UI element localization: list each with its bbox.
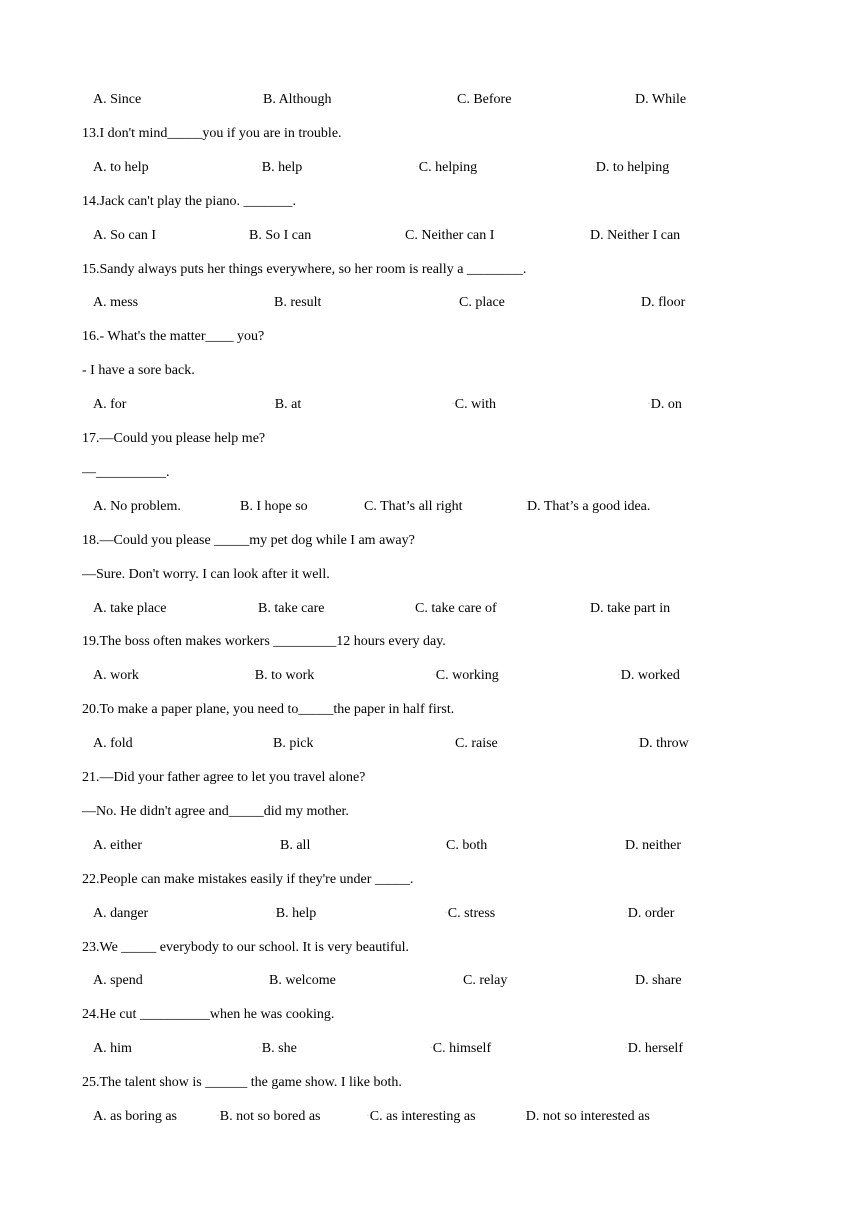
question-text: 14.Jack can't play the piano. _______.	[82, 193, 297, 209]
option-a	[93, 158, 149, 178]
option-text: B. So I can	[249, 227, 312, 243]
option-text: C. Before	[457, 92, 512, 107]
dot-icon: ▫	[523, 1114, 525, 1119]
question-line	[0, 768, 860, 788]
option-d	[635, 90, 686, 110]
question-line	[0, 1005, 860, 1025]
option-text: A. danger	[93, 905, 149, 921]
option-text: D. worked	[620, 668, 680, 684]
option-text: B. result	[274, 295, 322, 311]
question-text: 15.Sandy always puts her things everywhere, so her room is really a ________.	[82, 261, 527, 277]
option-text: B. help	[275, 905, 317, 921]
dot-icon: ▫	[272, 402, 274, 408]
option-c	[364, 497, 463, 517]
option-text: B. welcome	[269, 973, 336, 989]
dot-icon: ▫	[217, 1114, 219, 1119]
option-d	[639, 734, 689, 754]
option-c	[455, 734, 498, 754]
options-row	[0, 1107, 860, 1127]
option-text: C. stress	[447, 905, 496, 921]
option-a	[93, 734, 133, 754]
option-text: A. work	[93, 668, 139, 684]
option-c	[416, 158, 477, 178]
option-c	[445, 904, 495, 924]
option-b	[259, 1039, 297, 1059]
option-b	[263, 90, 331, 110]
question-text: 16.- What's the matter____ you?	[82, 329, 265, 345]
option-c	[405, 226, 494, 246]
question-line	[0, 802, 860, 822]
option-d	[625, 904, 674, 924]
option-text: C. as interesting as	[369, 1109, 476, 1125]
option-text: D. Neither I can	[590, 227, 681, 243]
option-text: D. floor	[641, 295, 686, 311]
option-b	[272, 395, 301, 415]
option-c	[452, 395, 496, 415]
option-text: A. spend	[93, 973, 143, 989]
option-text: A. either	[93, 837, 142, 853]
option-text: A. So can I	[93, 227, 156, 243]
option-a	[93, 904, 148, 924]
question-line	[0, 531, 860, 551]
option-b	[258, 599, 324, 619]
options-row	[0, 836, 860, 856]
option-b	[274, 293, 321, 313]
option-d	[625, 1039, 683, 1059]
question-text: 24.He cut __________when he was cooking.	[82, 1007, 335, 1023]
option-text: C. working	[435, 668, 499, 684]
option-d	[590, 226, 680, 246]
option-a	[93, 293, 138, 313]
options-row	[0, 599, 860, 619]
option-text: B. all	[280, 837, 311, 853]
option-c	[415, 599, 497, 619]
option-d	[618, 666, 680, 686]
option-text: D. neither	[625, 837, 681, 853]
option-text: C. Neither can I	[405, 227, 495, 243]
option-d	[523, 1107, 650, 1127]
option-a	[93, 836, 142, 856]
question-line	[0, 700, 860, 720]
option-c	[446, 836, 487, 856]
option-text: A. take place	[93, 600, 167, 616]
question-text: 17.—Could you please help me?	[82, 431, 266, 446]
option-text: D. herself	[627, 1041, 683, 1057]
option-d	[625, 836, 681, 856]
question-text: 13.I don't mind_____you if you are in trouble.	[82, 125, 342, 141]
option-text: A. him	[93, 1041, 132, 1057]
option-c	[367, 1107, 476, 1127]
option-text: C. take care of	[415, 600, 497, 616]
option-b	[273, 904, 316, 924]
option-text: A. fold	[93, 736, 133, 752]
option-a	[93, 226, 156, 246]
option-text: B. not so bored as	[219, 1109, 321, 1125]
dot-icon: ▫	[625, 910, 627, 916]
option-text: B. Although	[263, 92, 332, 107]
question-text: —__________.	[82, 464, 170, 480]
option-a	[93, 90, 141, 110]
option-d	[593, 158, 669, 178]
option-c	[433, 666, 499, 686]
dot-icon: ▫	[416, 164, 418, 170]
question-line	[0, 870, 860, 890]
question-text: 18.—Could you please _____my pet dog while I am away?	[82, 532, 415, 548]
dot-icon: ▫	[452, 402, 454, 408]
question-text: 23.We _____ everybody to our school. It is very beautiful.	[82, 939, 410, 955]
option-b	[240, 497, 308, 517]
option-b	[280, 836, 310, 856]
option-text: D. throw	[639, 736, 689, 752]
option-text: C. himself	[432, 1041, 492, 1057]
options-row	[0, 293, 860, 313]
option-text: C. place	[459, 295, 505, 311]
option-text: D. take part in	[590, 600, 671, 616]
question-line	[0, 565, 860, 585]
option-text: C. both	[446, 837, 488, 853]
option-text: B. pick	[273, 736, 314, 752]
dot-icon: ▫	[625, 1046, 627, 1052]
option-text: A. Since	[93, 92, 142, 107]
dot-icon: ▫	[648, 402, 650, 408]
option-d	[648, 395, 682, 415]
options-row	[0, 90, 860, 110]
option-text: C. raise	[455, 736, 498, 752]
options-row	[0, 395, 860, 415]
option-text: B. help	[261, 160, 303, 176]
option-text: C. relay	[463, 973, 508, 989]
question-text: 22.People can make mistakes easily if they're under _____.	[82, 871, 414, 887]
option-a	[93, 599, 166, 619]
option-a	[93, 1039, 132, 1059]
option-c	[457, 90, 511, 110]
dot-icon: ▫	[618, 673, 620, 679]
option-text: D. to helping	[595, 160, 670, 176]
option-b	[273, 734, 313, 754]
question-text: —No. He didn't agree and_____did my mother.	[82, 803, 349, 819]
option-text: D. on	[650, 397, 682, 413]
dot-icon: ▫	[259, 1046, 261, 1052]
question-line	[0, 361, 860, 381]
options-row	[0, 158, 860, 178]
question-line	[0, 632, 860, 652]
option-text: D. share	[635, 973, 682, 989]
option-a	[93, 395, 126, 415]
question-line	[0, 463, 860, 483]
option-text: A. No problem.	[93, 498, 181, 514]
options-row	[0, 1039, 860, 1059]
option-text: C. helping	[418, 160, 478, 176]
option-b	[217, 1107, 321, 1127]
option-d	[590, 599, 670, 619]
dot-icon: ▫	[367, 1114, 369, 1119]
option-text: B. she	[261, 1041, 297, 1057]
option-a	[93, 971, 143, 991]
options-row	[0, 971, 860, 991]
dot-icon: ▫	[252, 673, 254, 679]
question-line	[0, 429, 860, 449]
option-text: A. mess	[93, 295, 139, 311]
option-text: D. order	[627, 905, 675, 921]
question-text: - I have a sore back.	[82, 363, 195, 379]
option-text: A. for	[93, 397, 127, 413]
question-line	[0, 124, 860, 144]
option-text: A. as boring as	[93, 1109, 177, 1124]
question-text: 19.The boss often makes workers _________12 hours every day.	[82, 634, 446, 650]
option-text: B. at	[274, 397, 302, 413]
option-d	[641, 293, 685, 313]
options-row	[0, 497, 860, 517]
option-d	[527, 497, 650, 517]
option-text: B. take care	[258, 600, 325, 616]
option-text: C. with	[454, 397, 497, 413]
options-row	[0, 904, 860, 924]
question-text: 20.To make a paper plane, you need to_____the paper in half first.	[82, 702, 455, 718]
option-c	[463, 971, 507, 991]
question-text: —Sure. Don't worry. I can look after it well.	[82, 566, 330, 582]
dot-icon: ▫	[593, 164, 595, 170]
options-row	[0, 666, 860, 686]
option-b	[249, 226, 311, 246]
option-text: D. While	[635, 92, 687, 107]
option-b	[269, 971, 336, 991]
option-text: A. to help	[93, 159, 149, 175]
option-c	[459, 293, 505, 313]
options-row	[0, 734, 860, 754]
question-text: 21.—Did your father agree to let you travel alone?	[82, 770, 366, 785]
option-a	[93, 497, 181, 517]
option-b	[252, 666, 314, 686]
option-a	[93, 1107, 177, 1127]
option-text: C. That’s all right	[364, 498, 463, 514]
options-row	[0, 226, 860, 246]
option-c	[430, 1039, 491, 1059]
option-text: B. I hope so	[240, 498, 308, 514]
question-text: 25.The talent show is ______ the game show. I like both.	[82, 1075, 402, 1091]
option-d	[635, 971, 682, 991]
question-line	[0, 327, 860, 347]
option-text: D. not so interested as	[525, 1109, 650, 1125]
dot-icon: ▫	[445, 910, 447, 916]
question-line	[0, 192, 860, 212]
dot-icon: ▫	[433, 673, 435, 679]
option-b	[259, 158, 302, 178]
option-text: D. That’s a good idea.	[527, 498, 651, 514]
option-text: B. to work	[254, 668, 315, 684]
dot-icon: ▫	[273, 910, 275, 916]
dot-icon: ▫	[259, 164, 261, 170]
question-line	[0, 938, 860, 958]
question-line	[0, 260, 860, 280]
option-a	[93, 666, 139, 686]
question-line	[0, 1073, 860, 1093]
dot-icon: ▫	[430, 1046, 432, 1052]
